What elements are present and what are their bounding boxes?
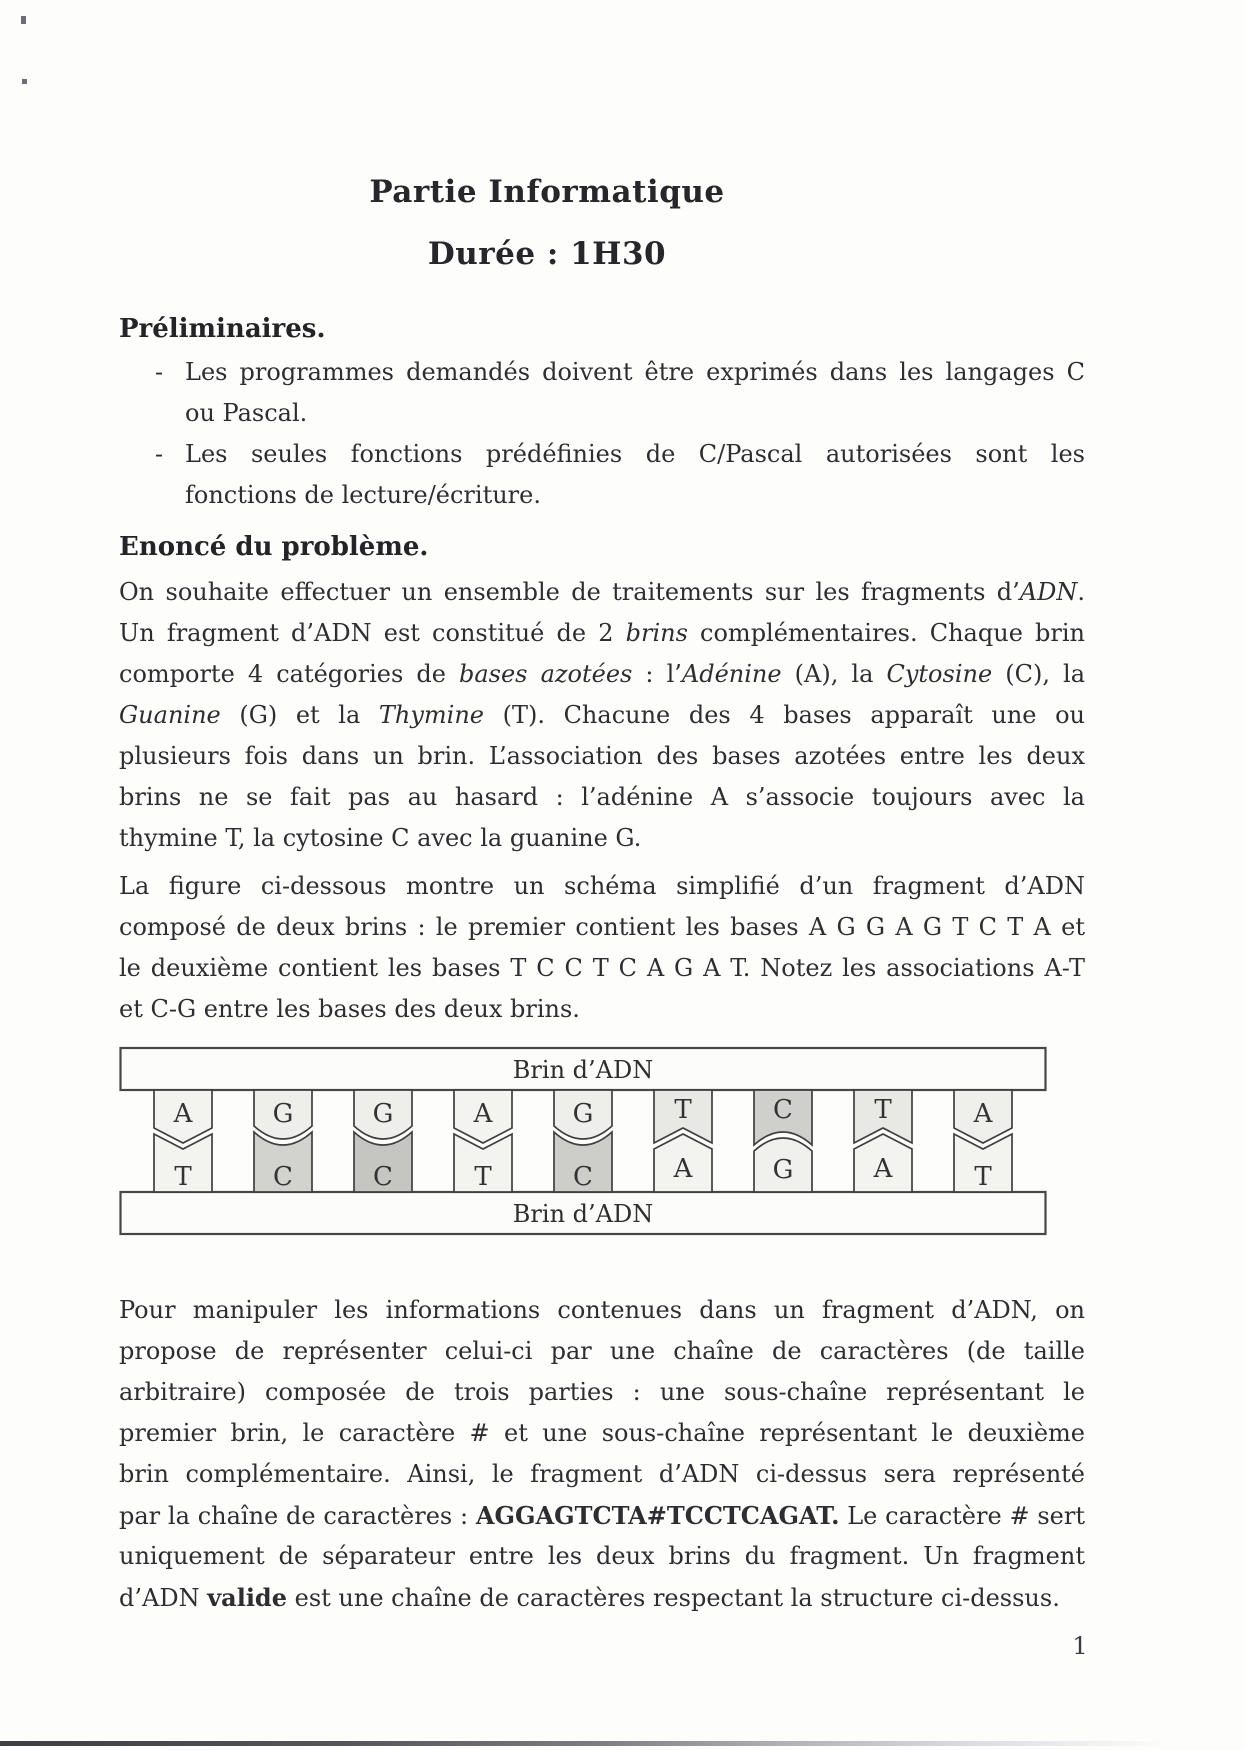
paragraph-string-representation xyxy=(119,1290,1085,1618)
text-line: On souhaite effectuer un ensemble de traitements sur les fragments d’ADN. xyxy=(119,578,1085,606)
text-line: comporte 4 catégories de bases azotées : l’Adénine (A), la Cytosine (C), la xyxy=(119,660,1085,688)
text-line: d’ADN valide est une chaîne de caractères respectant la structure ci-dessus. xyxy=(119,1583,1060,1612)
base-letter-top: G xyxy=(272,1099,294,1129)
base-letter-bottom: C xyxy=(273,1162,293,1192)
base-letter-top: G xyxy=(372,1099,394,1129)
bullet-text xyxy=(185,352,1085,434)
text-line: le deuxième contient les bases T C C T C A G A T. Notez les associations A-T xyxy=(119,954,1085,982)
page-number: 1 xyxy=(1072,1632,1088,1660)
text-line: uniquement de séparateur entre les deux brins du fragment. Un fragment xyxy=(119,1542,1085,1570)
base-letter-bottom: G xyxy=(772,1155,794,1185)
text-line: Guanine (G) et la Thymine (T). Chacune des 4 bases apparaît une ou xyxy=(119,701,1085,729)
text-line: et C-G entre les bases des deux brins. xyxy=(119,995,580,1023)
base-letter-bottom: T xyxy=(174,1162,192,1192)
base-letter-top: T xyxy=(874,1095,892,1125)
base-letter-top: T xyxy=(674,1095,692,1125)
base-pair-G-C xyxy=(554,1090,612,1192)
base-letter-top: A xyxy=(173,1099,193,1129)
preliminaries-heading: Préliminaires. xyxy=(119,314,326,344)
text-line: arbitraire) composée de trois parties : une sous-chaîne représentant le xyxy=(119,1378,1085,1406)
text-line: propose de représenter celui-ci par une chaîne de caractères (de taille xyxy=(119,1337,1085,1365)
paragraph-dna-intro xyxy=(119,572,1085,859)
document-title: Partie Informatique xyxy=(369,174,725,210)
text-line: composé de deux brins : le premier contient les bases A G G A G T C T A et xyxy=(119,913,1085,941)
base-pair-A-T xyxy=(954,1090,1012,1192)
preliminaries-bullet-1 xyxy=(119,352,1085,434)
base-letter-top: A xyxy=(973,1099,993,1129)
base-pair-A-T xyxy=(154,1090,212,1192)
scan-speck xyxy=(22,79,27,84)
bullet-dash: - xyxy=(155,358,164,386)
base-pair-C-G xyxy=(754,1090,812,1192)
text-line: thymine T, la cytosine C avec la guanine G. xyxy=(119,824,642,852)
preliminaries-bullet-2 xyxy=(119,434,1085,516)
base-pair-G-C xyxy=(354,1090,412,1192)
base-letter-bottom: C xyxy=(573,1162,593,1192)
bottom-strand-label: Brin d’ADN xyxy=(512,1200,654,1228)
text-line: premier brin, le caractère # et une sous-chaîne représentant le deuxième xyxy=(119,1419,1085,1447)
text-line: Les seules fonctions prédéfinies de C/Pascal autorisées sont les xyxy=(185,440,1085,468)
base-letter-bottom: C xyxy=(373,1162,393,1192)
bullet-text xyxy=(185,434,1085,516)
scan-speck xyxy=(21,16,26,24)
text-line: ou Pascal. xyxy=(185,399,308,427)
text-line: Pour manipuler les informations contenues dans un fragment d’ADN, on xyxy=(119,1296,1085,1324)
base-letter-bottom: T xyxy=(974,1162,992,1192)
base-letter-top: C xyxy=(773,1095,793,1125)
base-pair-G-C xyxy=(254,1090,312,1192)
text-line: Les programmes demandés doivent être exprimés dans les langages C xyxy=(185,358,1085,386)
problem-statement-heading: Enoncé du problème. xyxy=(119,532,429,562)
base-letter-top: A xyxy=(473,1099,493,1129)
document-subtitle-duration: Durée : 1H30 xyxy=(427,236,667,272)
text-line: plusieurs fois dans un brin. L’association des bases azotées entre les deux xyxy=(119,742,1085,770)
text-line: brin complémentaire. Ainsi, le fragment d’ADN ci-dessus sera représenté xyxy=(119,1460,1085,1488)
bullet-dash: - xyxy=(155,440,164,468)
text-line: fonctions de lecture/écriture. xyxy=(185,481,541,509)
top-strand-label: Brin d’ADN xyxy=(512,1056,654,1084)
paragraph-figure-intro xyxy=(119,866,1085,1030)
dna-fragment-diagram xyxy=(119,1046,1047,1236)
text-line: La figure ci-dessous montre un schéma simplifié d’un fragment d’ADN xyxy=(119,872,1085,900)
base-letter-top: G xyxy=(572,1099,594,1129)
base-letter-bottom: A xyxy=(673,1154,693,1184)
text-line: Un fragment d’ADN est constitué de 2 brins complémentaires. Chaque brin xyxy=(119,619,1085,647)
base-letter-bottom: A xyxy=(873,1154,893,1184)
text-line: brins ne se fait pas au hasard : l’adénine A s’associe toujours avec la xyxy=(119,783,1085,811)
base-pair-A-T xyxy=(454,1090,512,1192)
base-pair-T-A xyxy=(654,1090,712,1192)
base-pair-T-A xyxy=(854,1090,912,1192)
base-letter-bottom: T xyxy=(474,1162,492,1192)
scan-artifact-line xyxy=(0,1741,1244,1746)
text-line: par la chaîne de caractères : AGGAGTCTA#TCCTCAGAT. Le caractère # sert xyxy=(119,1501,1085,1530)
